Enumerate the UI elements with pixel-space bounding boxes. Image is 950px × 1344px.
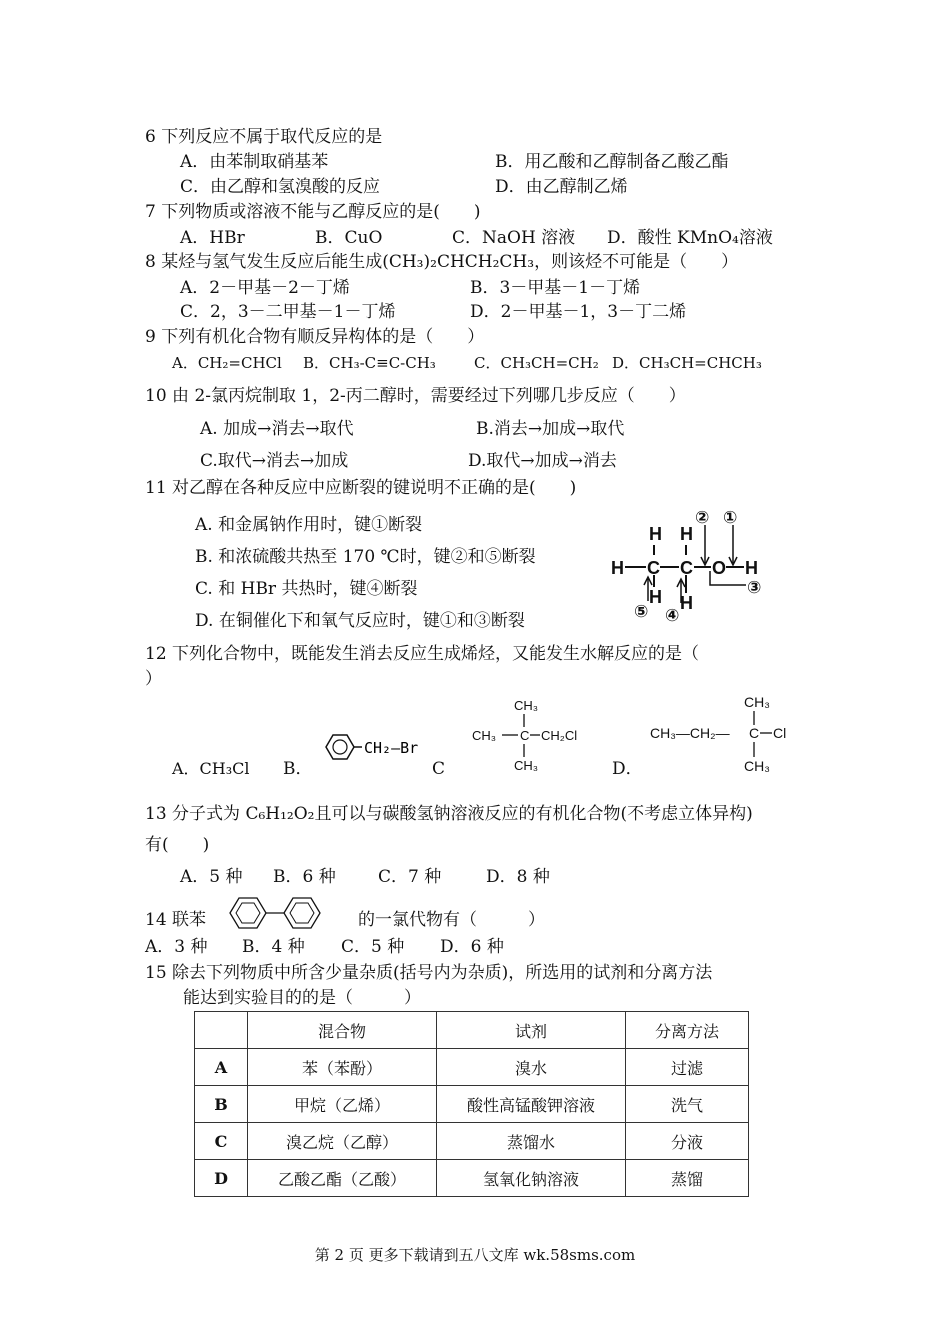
q12-option-b: B． bbox=[283, 759, 313, 779]
bond-label-3: ③ bbox=[747, 578, 762, 597]
q6-option-a: A．由苯制取硝基苯 bbox=[180, 152, 329, 172]
ethanol-bond-diagram bbox=[605, 505, 780, 625]
table-cell: 溴水 bbox=[437, 1049, 626, 1086]
atom-h: H bbox=[680, 593, 693, 613]
table-cell: 洗气 bbox=[626, 1086, 749, 1123]
table-cell: 乙酸乙酯（乙酸） bbox=[248, 1160, 437, 1197]
atom-h: H bbox=[649, 524, 662, 544]
q12-stem-end: ） bbox=[145, 669, 162, 689]
table-cell: 蒸馏水 bbox=[437, 1123, 626, 1160]
chlorine-label: Cl bbox=[773, 725, 787, 741]
bond-label-1: ① bbox=[723, 508, 738, 527]
q6-option-b: B．用乙酸和乙醇制备乙酸乙酯 bbox=[495, 152, 729, 172]
q14-option-b: B．4 种 bbox=[242, 937, 305, 957]
q12-option-a: A．CH₃Cl bbox=[172, 759, 250, 778]
table-header-cell: 分离方法 bbox=[626, 1012, 749, 1049]
q6-stem: 6 下列反应不属于取代反应的是 bbox=[145, 127, 383, 147]
q9-option-d: D．CH₃CH=CHCH₃ bbox=[612, 354, 762, 372]
table-header-cell bbox=[195, 1012, 248, 1049]
q12-stem: 12 下列化合物中，既能发生消去反应生成烯烃，又能发生水解反应的是（ bbox=[145, 644, 700, 664]
bond-label-2: ② bbox=[695, 508, 710, 527]
table-cell: 溴乙烷（乙醇） bbox=[248, 1123, 437, 1160]
separation-table bbox=[194, 1011, 749, 1197]
q10-option-b: B.消去→加成→取代 bbox=[476, 419, 625, 439]
benzyl-bromide-structure bbox=[318, 728, 458, 768]
table-cell: 过滤 bbox=[626, 1049, 749, 1086]
table-row bbox=[195, 1123, 749, 1160]
table-cell: 分液 bbox=[626, 1123, 749, 1160]
atom-c: C bbox=[680, 558, 693, 578]
page-footer: 第 2 页 更多下载请到五八文库 wk.58sms.com bbox=[314, 1246, 636, 1264]
q11-option-d: D. 在铜催化下和氧气反应时，键①和③断裂 bbox=[195, 611, 525, 631]
q9-option-a: A．CH₂=CHCl bbox=[172, 354, 282, 372]
q15-stem-end: 能达到实验目的的是（ ） bbox=[183, 988, 421, 1008]
q8-option-a: A．2－甲基－2－丁烯 bbox=[180, 278, 350, 298]
atom-h: H bbox=[649, 587, 662, 607]
q11-stem: 11 对乙醇在各种反应中应断裂的键说明不正确的是( ) bbox=[145, 478, 577, 498]
q15-stem: 15 除去下列物质中所含少量杂质(括号内为杂质)，所选用的试剂和分离方法 bbox=[145, 963, 713, 983]
q14-option-a: A．3 种 bbox=[145, 937, 208, 957]
q7-option-a: A．HBr bbox=[180, 228, 245, 248]
q11-option-c: C. 和 HBr 共热时，键④断裂 bbox=[195, 579, 418, 599]
neopentyl-chloride-structure bbox=[468, 694, 618, 779]
methyl-label: CH₃ bbox=[472, 728, 497, 743]
chloromethyl-label: CH₂Cl bbox=[541, 728, 578, 743]
table-cell: 蒸馏 bbox=[626, 1160, 749, 1197]
q6-option-c: C．由乙醇和氢溴酸的反应 bbox=[180, 177, 381, 197]
atom-h: H bbox=[745, 558, 758, 578]
q13-option-c: C．7 种 bbox=[378, 867, 442, 887]
q7-option-c: C．NaOH 溶液 bbox=[452, 228, 576, 248]
methyl-label: CH₃ bbox=[514, 758, 539, 773]
q8-option-d: D．2－甲基－1，3－丁二烯 bbox=[470, 302, 687, 322]
table-row bbox=[195, 1049, 749, 1086]
q7-option-b: B．CuO bbox=[315, 228, 383, 248]
methyl-label: CH₃ bbox=[744, 758, 770, 774]
q8-stem: 8 某烃与氢气发生反应后能生成(CH₃)₂CHCH₂CH₃，则该烃不可能是（ ） bbox=[145, 252, 739, 272]
table-header-cell: 混合物 bbox=[248, 1012, 437, 1049]
table-cell: C bbox=[195, 1123, 248, 1160]
table-cell: 酸性高锰酸钾溶液 bbox=[437, 1086, 626, 1123]
carbon-label: C bbox=[749, 725, 760, 741]
table-cell: B bbox=[195, 1086, 248, 1123]
q9-option-b: B．CH₃-C≡C-CH₃ bbox=[303, 354, 436, 372]
atom-o: O bbox=[712, 558, 727, 578]
benzyl-group-label: CH₂–Br bbox=[364, 739, 419, 757]
q13-stem-end: 有( ) bbox=[145, 835, 210, 855]
carbon-label: C bbox=[520, 728, 530, 743]
table-header-cell: 试剂 bbox=[437, 1012, 626, 1049]
atom-h: H bbox=[680, 524, 693, 544]
table-cell: 苯（苯酚） bbox=[248, 1049, 437, 1086]
q13-option-d: D．8 种 bbox=[486, 867, 550, 887]
table-header-row bbox=[195, 1012, 749, 1049]
table-cell: 甲烷（乙烯） bbox=[248, 1086, 437, 1123]
q10-stem: 10 由 2-氯丙烷制取 1，2-丙二醇时，需要经过下列哪几步反应（ ） bbox=[145, 386, 686, 406]
q13-option-b: B．6 种 bbox=[273, 867, 336, 887]
q11-option-b: B. 和浓硫酸共热至 170 ℃时，键②和⑤断裂 bbox=[195, 547, 536, 567]
q10-option-a: A. 加成→消去→取代 bbox=[200, 419, 354, 439]
q10-option-c: C.取代→消去→加成 bbox=[200, 451, 349, 471]
q11-option-a: A. 和金属钠作用时，键①断裂 bbox=[195, 515, 423, 535]
bond-label-5: ⑤ bbox=[634, 602, 649, 621]
ethyl-chain-label: CH₃—CH₂— bbox=[650, 725, 730, 741]
q12-option-d: D． bbox=[612, 759, 643, 779]
q14-stem-start: 14 联苯 bbox=[145, 910, 207, 930]
methyl-label: CH₃ bbox=[744, 694, 770, 710]
q7-option-d: D．酸性 KMnO₄溶液 bbox=[607, 228, 773, 248]
table-row bbox=[195, 1086, 749, 1123]
table-cell: A bbox=[195, 1049, 248, 1086]
q13-stem: 13 分子式为 C₆H₁₂O₂且可以与碳酸氢钠溶液反应的有机化合物(不考虑立体异构) bbox=[145, 804, 753, 824]
methyl-label: CH₃ bbox=[514, 698, 539, 713]
q14-option-c: C．5 种 bbox=[341, 937, 405, 957]
q9-stem: 9 下列有机化合物有顺反异构体的是（ ） bbox=[145, 327, 485, 347]
q9-option-c: C．CH₃CH=CH₂ bbox=[474, 354, 599, 372]
q14-stem-end: 的一氯代物有（ ） bbox=[358, 910, 545, 930]
bond-label-4: ④ bbox=[665, 606, 680, 625]
atom-h: H bbox=[611, 558, 624, 578]
atom-c: C bbox=[647, 558, 660, 578]
q13-option-a: A．5 种 bbox=[180, 867, 243, 887]
q8-option-c: C．2，3－二甲基－1－丁烯 bbox=[180, 302, 396, 322]
table-cell: D bbox=[195, 1160, 248, 1197]
table-row bbox=[195, 1160, 749, 1197]
q12-option-c: C bbox=[432, 759, 446, 779]
q6-option-d: D．由乙醇制乙烯 bbox=[495, 177, 628, 197]
q8-option-b: B．3－甲基－1－丁烯 bbox=[470, 278, 641, 298]
chloro-methylbutane-structure bbox=[648, 690, 798, 780]
q10-option-d: D.取代→加成→消去 bbox=[468, 451, 617, 471]
biphenyl-structure bbox=[222, 892, 342, 934]
table-cell: 氢氧化钠溶液 bbox=[437, 1160, 626, 1197]
q14-option-d: D．6 种 bbox=[440, 937, 504, 957]
q7-stem: 7 下列物质或溶液不能与乙醇反应的是( ) bbox=[145, 202, 481, 222]
